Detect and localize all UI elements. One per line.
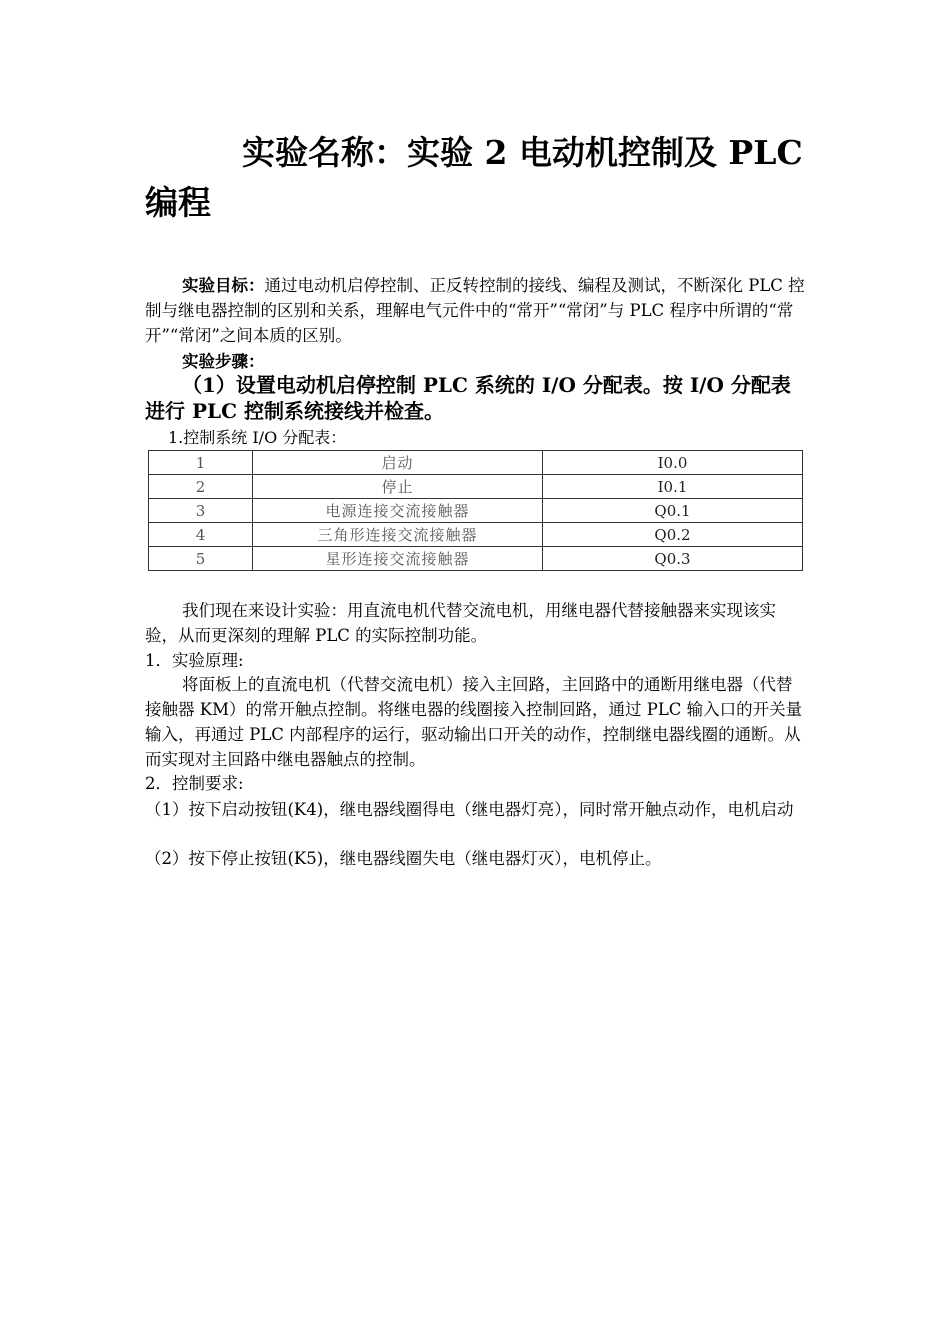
io-address: I0.0: [543, 451, 803, 475]
steps-label: 实验步骤：: [182, 352, 265, 371]
table-row: [149, 451, 803, 475]
io-address: Q0.1: [543, 499, 803, 523]
design-paragraph: 我们现在来设计实验：用直流电机代替交流电机，用继电器代替接触器来实现该实验，从而更深刻的理解 PLC 的实际控制功能。: [145, 601, 776, 645]
objective-label: 实验目标：: [182, 276, 265, 295]
step1-heading: （1）设置电动机启停控制 PLC 系统的 I/O 分配表。按 I/O 分配表进行 PLC 控制系统接线并检查。: [145, 373, 791, 423]
principle-paragraph: 将面板上的直流电机（代替交流电机）接入主回路，主回路中的通断用继电器（代替接触器 KM）的常开触点控制。将继电器的线圈接入控制回路，通过 PLC 输入口的开关量输入，再通过 PLC 内部程序的运行，驱动输出口开关的动作，控制继电器线圈的通断。从而实现对主回路中继电器触点的控制。: [145, 675, 803, 769]
table-row: [149, 523, 803, 547]
row-number: 2: [149, 475, 253, 499]
io-address: Q0.2: [543, 523, 803, 547]
device-name: 电源连接交流接触器: [253, 499, 543, 523]
document-title: 实验名称：实验 2 电动机控制及 PLC 编程: [145, 133, 803, 222]
objective-paragraph: [145, 273, 807, 348]
objective-text: 通过电动机启停控制、正反转控制的接线、编程及测试，不断深化 PLC 控制与继电器控制的区别和关系，理解电气元件中的“常开”“常闭”与 PLC 程序中所谓的“常开”“常闭”之间本质的区别。: [145, 276, 805, 345]
table-row: [149, 499, 803, 523]
device-name: 停止: [253, 475, 543, 499]
requirements-heading: 2．控制要求:: [145, 774, 244, 793]
table-caption: 1.控制系统 I/O 分配表：: [168, 428, 347, 447]
requirement-1: （1）按下启动按钮(K4)，继电器线圈得电（继电器灯亮），同时常开触点动作，电机启动: [145, 800, 794, 819]
device-name: 启动: [253, 451, 543, 475]
device-name: 三角形连接交流接触器: [253, 523, 543, 547]
requirement-2: （2）按下停止按钮(K5)，继电器线圈失电（继电器灯灭），电机停止。: [145, 849, 662, 868]
row-number: 4: [149, 523, 253, 547]
io-address: Q0.3: [543, 547, 803, 571]
io-address: I0.1: [543, 475, 803, 499]
principle-heading: 1．实验原理:: [145, 651, 244, 670]
row-number: 1: [149, 451, 253, 475]
row-number: 5: [149, 547, 253, 571]
table-row: [149, 475, 803, 499]
io-allocation-table: [148, 450, 803, 571]
device-name: 星形连接交流接触器: [253, 547, 543, 571]
row-number: 3: [149, 499, 253, 523]
table-row: [149, 547, 803, 571]
